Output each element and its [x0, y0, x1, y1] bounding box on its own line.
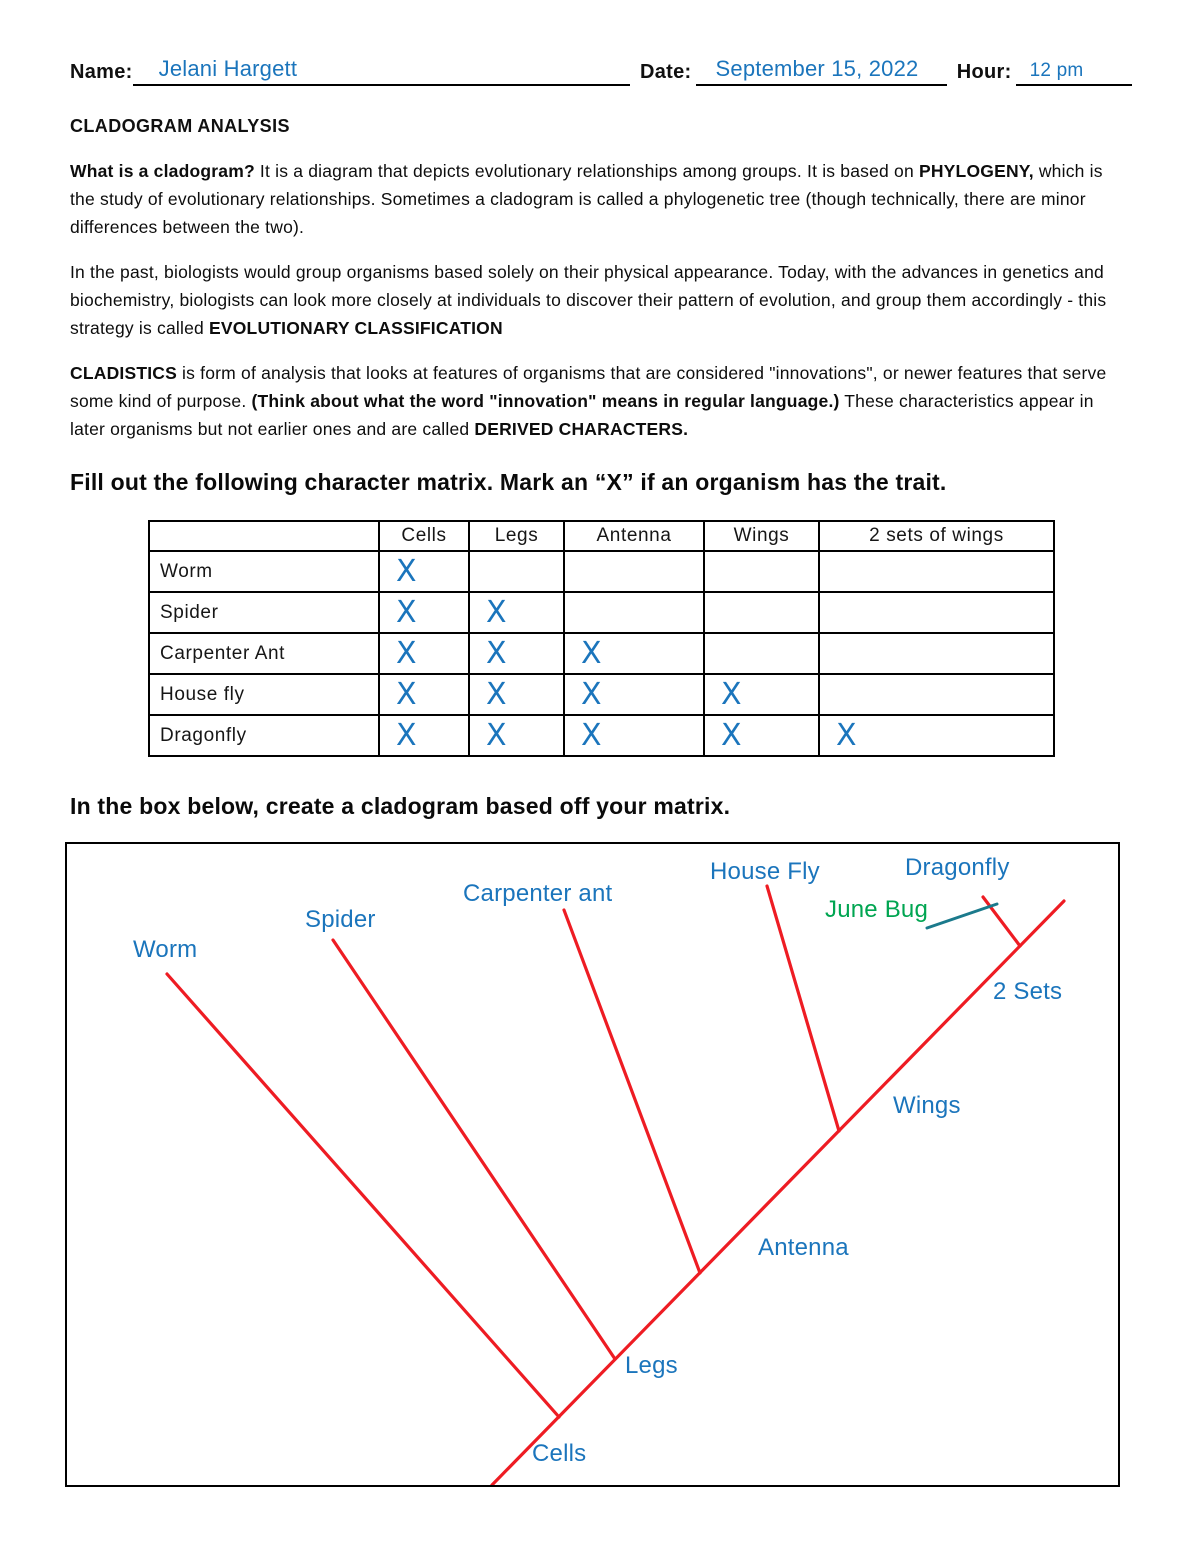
spider-branch-line — [333, 940, 615, 1359]
trait-mark: X — [469, 715, 564, 756]
trait-mark: X — [564, 633, 704, 674]
june-bug-annotation-line — [927, 904, 997, 928]
trait-mark — [819, 551, 1054, 592]
cladogram-box — [65, 842, 1120, 1487]
column-header-legs: Legs — [469, 521, 564, 551]
paragraph-text: DERIVED CHARACTERS. — [474, 419, 689, 439]
taxon-label-carpenter-ant: Carpenter ant — [463, 880, 613, 907]
trait-label-antenna: Antenna — [758, 1234, 849, 1261]
organism-cell: House fly — [149, 674, 379, 715]
hour-value: 12 pm — [1029, 60, 1084, 81]
trait-label-wings: Wings — [893, 1092, 961, 1119]
document-title: CLADOGRAM ANALYSIS — [70, 116, 290, 136]
paragraph-what-is-cladogram — [70, 157, 1132, 241]
table-row-worm — [149, 551, 1054, 592]
column-header-organism — [149, 521, 379, 551]
trait-mark: X — [564, 715, 704, 756]
trait-mark: X — [379, 633, 469, 674]
paragraph-cladistics — [70, 359, 1132, 443]
taxon-label-dragonfly: Dragonfly — [905, 854, 1010, 881]
table-row-carpenter-ant — [149, 633, 1054, 674]
trait-mark: X — [469, 592, 564, 633]
organism-cell: Worm — [149, 551, 379, 592]
trait-mark — [819, 674, 1054, 715]
paragraph-text: is form of analysis that looks at features of organisms that are considered "innovations", or newer features that serve some kind of purpose. — [70, 363, 1107, 411]
worm-branch-line — [167, 974, 559, 1417]
trait-mark — [819, 592, 1054, 633]
trait-mark: X — [379, 551, 469, 592]
trait-mark — [704, 633, 819, 674]
trait-mark: X — [379, 592, 469, 633]
name-line — [133, 56, 631, 86]
annotation-label-june-bug: June Bug — [825, 896, 929, 923]
table-row-house-fly — [149, 674, 1054, 715]
worksheet-header — [70, 56, 1132, 86]
cladogram-heading: In the box below, create a cladogram based off your matrix. — [70, 793, 731, 819]
dragonfly-branch-line — [983, 897, 1020, 946]
trait-mark: X — [819, 715, 1054, 756]
paragraph-text: It is a diagram that depicts evolutionary relationships among groups. It is based on — [254, 161, 919, 181]
column-header-antenna: Antenna — [564, 521, 704, 551]
cladogram-trunk-line — [492, 901, 1064, 1485]
paragraph-text: EVOLUTIONARY CLASSIFICATION — [209, 318, 503, 338]
paragraph-text: PHYLOGENY, — [918, 161, 1034, 181]
trait-mark: X — [704, 674, 819, 715]
trait-mark: X — [469, 633, 564, 674]
paragraph-text: CLADISTICS — [70, 363, 177, 383]
trait-mark: X — [379, 674, 469, 715]
name-label: Name: — [70, 61, 133, 83]
trait-mark — [704, 551, 819, 592]
paragraph-text: which is the study of evolutionary relationships. Sometimes a cladogram is called a phylogenetic tree (though technically, there are minor differences between the two). — [70, 161, 1103, 237]
name-value: Jelani Hargett — [158, 56, 298, 81]
taxon-label-house-fly: House Fly — [710, 858, 820, 885]
date-line — [696, 56, 947, 86]
taxon-label-worm: Worm — [133, 936, 198, 963]
trait-label-cells: Cells — [532, 1440, 587, 1467]
paragraph-text: What is a cladogram? — [70, 161, 255, 181]
organism-cell: Dragonfly — [149, 715, 379, 756]
paragraph-text: These characteristics appear in later organisms but not earlier ones and are called — [70, 391, 1094, 439]
matrix-heading: Fill out the following character matrix. Mark an “X” if an organism has the trait. — [70, 469, 947, 495]
trait-mark — [704, 592, 819, 633]
taxon-label-spider: Spider — [305, 906, 376, 933]
trait-mark — [564, 592, 704, 633]
table-header-row — [149, 521, 1054, 551]
paragraph-text: (Think about what the word "innovation" means in regular language.) — [251, 391, 840, 411]
trait-label-legs: Legs — [625, 1352, 678, 1379]
cladogram-drawing — [67, 844, 1118, 1485]
trait-mark — [564, 551, 704, 592]
date-label: Date: — [640, 61, 692, 83]
trait-mark — [819, 633, 1054, 674]
trait-label-2sets: 2 Sets — [993, 978, 1063, 1005]
trait-mark: X — [564, 674, 704, 715]
carpenter-ant-branch-line — [564, 910, 700, 1273]
paragraph-text: In the past, biologists would group organisms based solely on their physical appearance. Today, with the advances in genetics and biochemistry, biologists can look more closely at individuals to discover their pattern of evolution, and group them accordingly - this strategy is called — [70, 262, 1107, 338]
character-matrix-table — [148, 520, 1055, 757]
column-header-cells: Cells — [379, 521, 469, 551]
date-value: September 15, 2022 — [715, 56, 919, 81]
column-header-wings: Wings — [704, 521, 819, 551]
table-row-dragonfly — [149, 715, 1054, 756]
trait-mark — [469, 551, 564, 592]
table-row-spider — [149, 592, 1054, 633]
organism-cell: Spider — [149, 592, 379, 633]
hour-line — [1016, 60, 1132, 86]
organism-cell: Carpenter Ant — [149, 633, 379, 674]
trait-mark: X — [469, 674, 564, 715]
paragraph-evolutionary-classification — [70, 258, 1132, 342]
trait-mark: X — [379, 715, 469, 756]
trait-mark: X — [704, 715, 819, 756]
column-header-2sets: 2 sets of wings — [819, 521, 1054, 551]
hour-label: Hour: — [956, 61, 1012, 83]
